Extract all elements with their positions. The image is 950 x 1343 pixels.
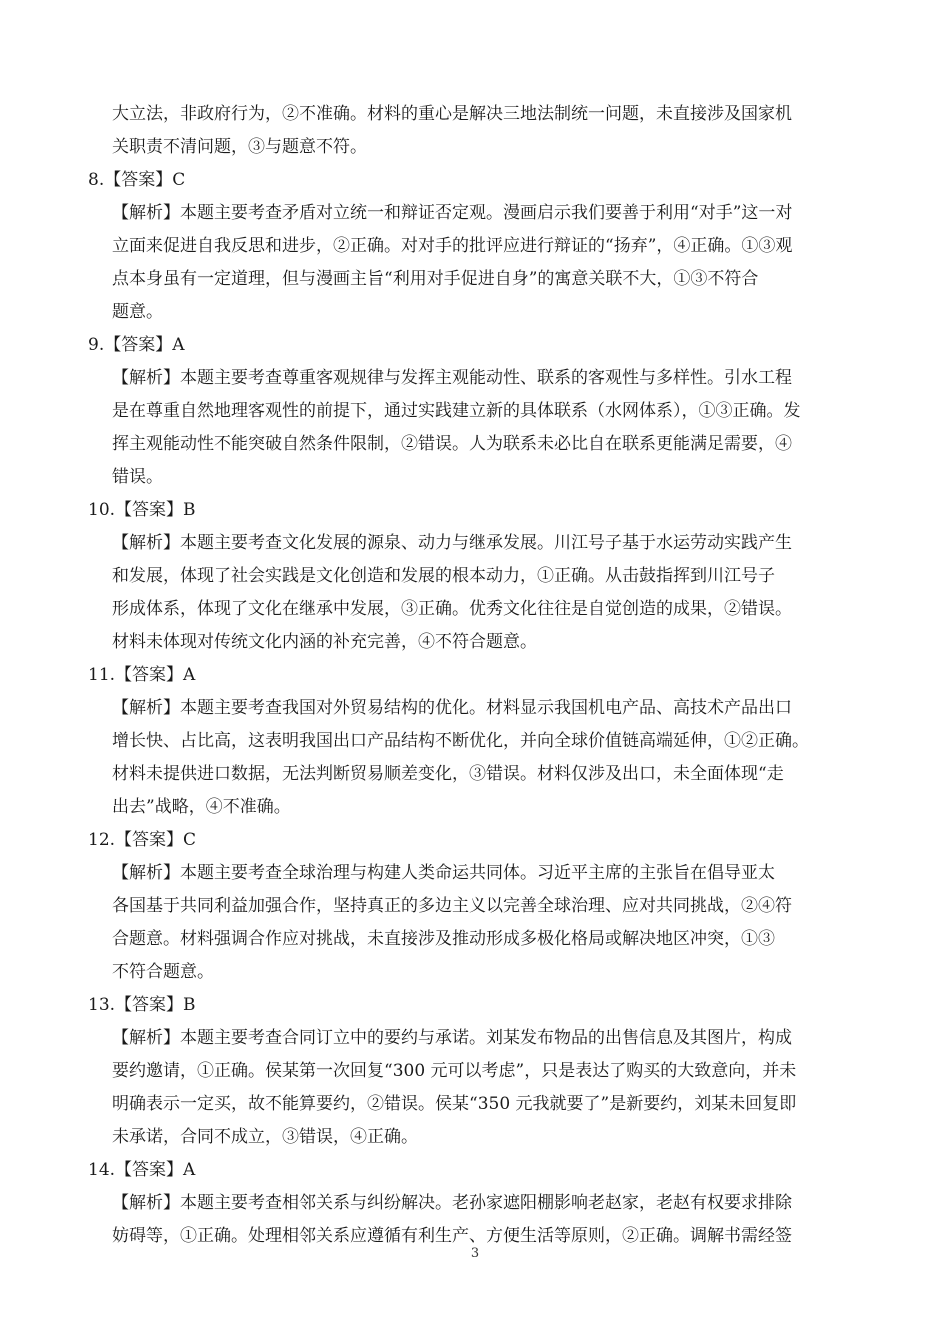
explanation-line: 形成体系，体现了文化在继承中发展，③正确。优秀文化往往是自觉创造的成果，②错误。 — [112, 599, 792, 619]
answer-value: B — [183, 995, 196, 1015]
question-number: 8. — [88, 170, 105, 190]
explanation-line: 错误。 — [112, 467, 163, 487]
answer-heading-10 — [88, 494, 868, 527]
explanation-line: 立面来促进自我反思和进步，②正确。对对手的批评应进行辩证的“扬弃”，④正确。①③观 — [112, 236, 793, 256]
explanation-line: 【解析】本题主要考查文化发展的源泉、动力与继承发展。川江号子基于水运劳动实践产生 — [112, 533, 792, 553]
answer-value: B — [183, 500, 196, 520]
continuation-line: 关职责不清问题，③与题意不符。 — [112, 137, 367, 157]
page-content — [88, 98, 868, 1253]
answer-label: 【答案】 — [115, 995, 184, 1015]
answer-heading-13 — [88, 989, 868, 1022]
answer-heading-11 — [88, 659, 868, 692]
explanation-line: 点本身虽有一定道理，但与漫画主旨“利用对手促进自身”的寓意关联不大，①③不符合 — [112, 269, 759, 289]
answer-label: 【答案】 — [104, 335, 173, 355]
answer-value: C — [172, 170, 186, 190]
answer-heading-12 — [88, 824, 868, 857]
explanation-line: 【解析】本题主要考查尊重客观规律与发挥主观能动性、联系的客观性与多样性。引水工程 — [112, 368, 792, 388]
answer-value: A — [183, 665, 196, 685]
answer-value: A — [183, 1160, 196, 1180]
answer-label: 【答案】 — [115, 500, 184, 520]
answer-value: C — [183, 830, 197, 850]
explanation-line: 妨碍等，①正确。处理相邻关系应遵循有利生产、方便生活等原则，②正确。调解书需经签 — [112, 1226, 792, 1246]
answer-label: 【答案】 — [115, 1160, 184, 1180]
explanation-line: 不符合题意。 — [112, 962, 214, 982]
question-number: 11. — [88, 665, 116, 685]
explanation-line: 题意。 — [112, 302, 163, 322]
question-number: 14. — [88, 1160, 116, 1180]
explanation-line: 是在尊重自然地理客观性的前提下，通过实践建立新的具体联系（水网体系），①③正确。发 — [112, 401, 801, 421]
explanation-line: 明确表示一定买，故不能算要约，②错误。侯某“350 元我就要了”是新要约，刘某未回复即 — [112, 1094, 797, 1114]
explanation-line: 【解析】本题主要考查相邻关系与纠纷解决。老孙家遮阳棚影响老赵家，老赵有权要求排除 — [112, 1193, 792, 1213]
explanation-line: 挥主观能动性不能突破自然条件限制，②错误。人为联系未必比自在联系更能满足需要，④ — [112, 434, 792, 454]
question-number: 13. — [88, 995, 116, 1015]
explanation-line: 各国基于共同利益加强合作，坚持真正的多边主义以完善全球治理、应对共同挑战，②④符 — [112, 896, 792, 916]
explanation-line: 未承诺，合同不成立，③错误，④正确。 — [112, 1127, 418, 1147]
answer-label: 【答案】 — [115, 665, 184, 685]
question-number: 10. — [88, 500, 116, 520]
question-number: 12. — [88, 830, 116, 850]
explanation-line: 【解析】本题主要考查我国对外贸易结构的优化。材料显示我国机电产品、高技术产品出口 — [112, 698, 792, 718]
answer-label: 【答案】 — [115, 830, 184, 850]
explanation-line: 【解析】本题主要考查矛盾对立统一和辩证否定观。漫画启示我们要善于利用“对手”这一对 — [112, 203, 793, 223]
explanation-line: 增长快、占比高，这表明我国出口产品结构不断优化，并向全球价值链高端延伸，①②正确。 — [112, 731, 809, 751]
explanation-line: 材料未体现对传统文化内涵的补充完善，④不符合题意。 — [112, 632, 537, 652]
answer-heading-14 — [88, 1154, 868, 1187]
explanation-line: 出去”战略，④不准确。 — [112, 797, 291, 817]
explanation-line: 材料未提供进口数据，无法判断贸易顺差变化，③错误。材料仅涉及出口，未全面体现“走 — [112, 764, 784, 784]
answer-label: 【答案】 — [104, 170, 173, 190]
explanation-line: 和发展，体现了社会实践是文化创造和发展的根本动力，①正确。从击鼓指挥到川江号子 — [112, 566, 775, 586]
answer-value: A — [172, 335, 185, 355]
continuation-line: 大立法，非政府行为，②不准确。材料的重心是解决三地法制统一问题，未直接涉及国家机 — [112, 104, 792, 124]
explanation-line: 【解析】本题主要考查合同订立中的要约与承诺。刘某发布物品的出售信息及其图片，构成 — [112, 1028, 792, 1048]
answer-heading-8 — [88, 164, 868, 197]
explanation-line: 合题意。材料强调合作应对挑战，未直接涉及推动形成多极化格局或解决地区冲突，①③ — [112, 929, 775, 949]
answer-heading-9 — [88, 329, 868, 362]
explanation-line: 要约邀请，①正确。侯某第一次回复“300 元可以考虑”，只是表达了购买的大致意向，并未 — [112, 1061, 797, 1081]
explanation-line: 【解析】本题主要考查全球治理与构建人类命运共同体。习近平主席的主张旨在倡导亚太 — [112, 863, 775, 883]
question-number: 9. — [88, 335, 105, 355]
page-number: 3 — [470, 1246, 480, 1261]
